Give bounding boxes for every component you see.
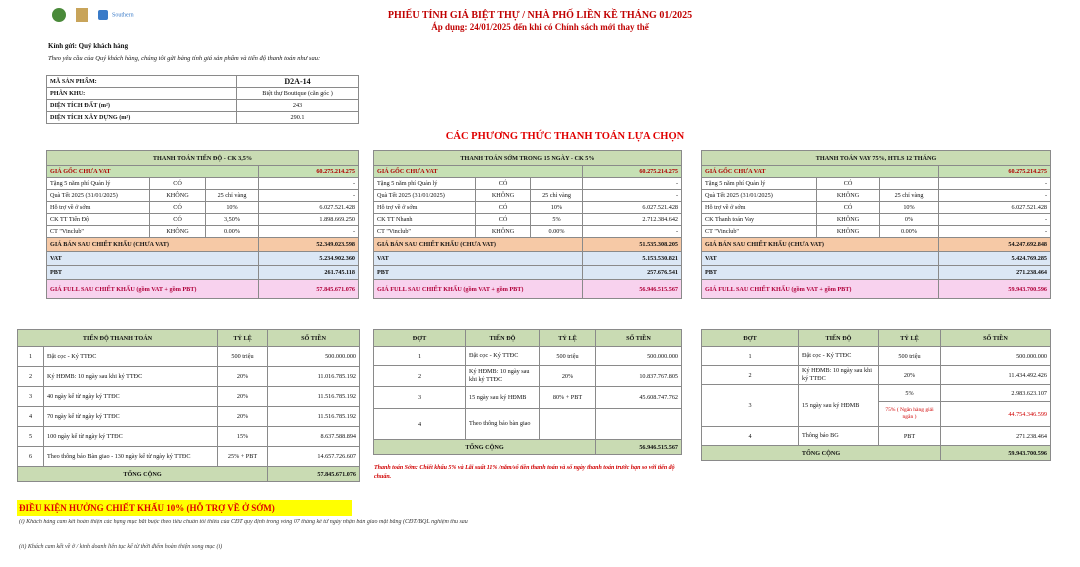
schedule-table-3 [701,329,1051,461]
schedule1-row: 6 Theo thông báo Bàn giao - 130 ngày kể từ ngày ký TTĐC 25% + PBT 14.657.726.607 [18,447,360,467]
schedule3-total-label: TỔNG CỘNG [702,446,941,461]
base-price-label: GIÁ GỐC CHƯA VAT [702,166,939,178]
pricing-table-1 [46,150,359,299]
vat-label: VAT [702,252,939,266]
schedule3-header-batch: ĐỢT [702,330,799,347]
schedule1-header-amount: SỐ TIỀN [268,330,360,347]
schedule2-header-amount: SỐ TIỀN [596,330,682,347]
schedule1-row: 2 Ký HĐMB: 10 ngày sau khi ký TTĐC 20% 11.016.785.192 [18,367,360,387]
pricing-item-row: Hỗ trợ về ở sớm CÓ 10% 6.027.521.428 [702,202,1051,214]
full-price-value: 57.845.671.076 [259,280,359,299]
pricing-item-row: Tặng 5 năm phí Quản lý CÓ - [47,178,359,190]
schedule2-total-value: 56.946.515.567 [596,440,682,455]
pricing-item-row: Quà Tết 2025 (31/01/2025) KHÔNG 25 chỉ vàng - [47,190,359,202]
vat-label: VAT [374,252,583,266]
after-discount-value: 52.349.023.598 [259,238,359,252]
schedule3-header-progress: TIẾN ĐỘ [799,330,879,347]
schedule1-row: 1 Đặt cọc - Ký TTĐC 500 triệu 500.000.000 [18,347,360,367]
schedule1-total-value: 57.845.671.076 [268,467,360,482]
schedule1-row: 3 40 ngày kể từ ngày ký TTĐC 20% 11.516.785.192 [18,387,360,407]
schedule2-row: 3 15 ngày sau ký HĐMB 80% + PBT 45.608.747.762 [374,387,682,409]
pbt-value: 257.676.541 [583,266,682,280]
vat-value: 5.234.902.360 [259,252,359,266]
after-discount-label: GIÁ BÁN SAU CHIẾT KHẤU (CHƯA VAT) [47,238,259,252]
pricing-title: THANH TOÁN SỚM TRONG 15 NGÀY - CK 5% [374,151,682,166]
schedule2-total-label: TỔNG CỘNG [374,440,596,455]
page-title: PHIẾU TÍNH GIÁ BIỆT THỰ / NHÀ PHỐ LIỀN KỀ THÁNG 01/2025 [387,10,693,21]
base-price-label: GIÁ GỐC CHƯA VAT [374,166,583,178]
schedule-table-2 [373,329,682,455]
vat-label: VAT [47,252,259,266]
schedule-table-1 [17,329,360,482]
greeting-kinh-gui: Kính gửi: Quý khách hàng [48,42,129,50]
schedule1-total-label: TỔNG CỘNG [18,467,268,482]
schedule1-row: 5 100 ngày kể từ ngày ký TTĐC 15% 8.637.588.894 [18,427,360,447]
logo-emblem-icon [76,8,88,22]
product-row: DIỆN TÍCH ĐẤT (m²) 243 [47,100,359,112]
early-payment-note: Thanh toán Sớm: Chiết khấu 5% và Lãi suất 11% /năm/số tiền thanh toán và số ngày thanh toán trước hạn so với tiến độ chuẩn. [374,465,675,480]
base-price-value: 60.275.214.275 [259,166,359,178]
pricing-item-row: CT "Vinclub" KHÔNG 0.00% - [47,226,359,238]
pbt-label: PBT [374,266,583,280]
vat-value: 5.153.530.821 [583,252,682,266]
schedule3-total-value: 59.943.700.596 [941,446,1051,461]
schedule2-row: 2 Ký HĐMB: 10 ngày sau khi ký TTĐC 20% 10.837.767.805 [374,366,682,387]
pricing-item-row: Quà Tết 2025 (31/01/2025) KHÔNG 25 chỉ vàng - [702,190,1051,202]
product-row: DIỆN TÍCH XÂY DỰNG (m²) 290.1 [47,112,359,124]
page-subtitle: Áp dụng: 24/01/2025 đến khi có Chính sách mới thay thế [431,22,649,32]
condition-line-1: (i) Khách hàng cam kết hoàn thiện các hạng mục bắt buộc theo tiêu chuẩn tối thiểu của CĐT quy định trong vòng 07 tháng kể từ ngày nhận bàn giao mặt bằng (CĐT/BQL nghiệm thu sau [19,519,468,525]
pricing-item-row: CT "Vinclub" KHÔNG 0.00% - [702,226,1051,238]
after-discount-label: GIÁ BÁN SAU CHIẾT KHẤU (CHƯA VAT) [702,238,939,252]
pbt-value: 261.745.118 [259,266,359,280]
base-price-value: 60.275.214.275 [939,166,1051,178]
schedule2-header-rate: TỶ LỆ [540,330,596,347]
full-price-label: GIÁ FULL SAU CHIẾT KHẤU (gồm VAT + gồm PBT) [47,280,259,299]
pricing-table-2 [373,150,682,299]
schedule3-header-rate: TỶ LỆ [879,330,941,347]
pbt-label: PBT [702,266,939,280]
pbt-value: 271.238.464 [939,266,1051,280]
product-info-table [46,75,359,124]
product-row: MÃ SẢN PHẨM: D2A-14 [47,76,359,88]
greeting-intro: Theo yêu cầu của Quý khách hàng, chúng tôi gửi bảng tính giá sản phẩm và tiến độ thanh toán như sau: [48,55,321,62]
pricing-item-row: Hỗ trợ về ở sớm CÓ 10% 6.027.521.428 [374,202,682,214]
schedule1-header-rate: TỶ LỆ [218,330,268,347]
pricing-item-row: Tặng 5 năm phí Quản lý CÓ - [374,178,682,190]
logo-brand-icon [98,10,108,20]
pricing-item-row: CK TT Nhanh CÓ 5% 2.712.384.642 [374,214,682,226]
schedule3-row: 4 Thông báo BG PBT 271.238.464 [702,427,1051,446]
brand-text: Southern [112,12,134,19]
vat-value: 5.424.769.285 [939,252,1051,266]
schedule1-header-progress: TIẾN ĐỘ THANH TOÁN [18,330,218,347]
schedule1-row: 4 70 ngày kể từ ngày ký TTĐC 20% 11.516.785.192 [18,407,360,427]
pbt-label: PBT [47,266,259,280]
after-discount-value: 54.247.692.848 [939,238,1051,252]
pricing-table-3 [701,150,1051,299]
after-discount-label: GIÁ BÁN SAU CHIẾT KHẤU (CHƯA VAT) [374,238,583,252]
discount-conditions-title: ĐIỀU KIỆN HƯỞNG CHIẾT KHẤU 10% (HỖ TRỢ VỀ Ở SỚM) [17,500,352,516]
pricing-title: THANH TOÁN VAY 75%, HTLS 12 THÁNG [702,151,1051,166]
product-row: PHÂN KHU: Biệt thự Boutique (căn góc ) [47,88,359,100]
condition-line-2: (ii) Khách cam kết về ở / kinh doanh liên tục kể từ thời điểm hoàn thiện xong mục (i) [19,544,223,550]
schedule3-header-amount: SỐ TIỀN [941,330,1051,347]
pricing-item-row: CK Thanh toán Vay KHÔNG 0% - [702,214,1051,226]
schedule2-header-batch: ĐỢT [374,330,466,347]
schedule2-row: 4 Theo thông báo bàn giao [374,409,682,440]
base-price-label: GIÁ GỐC CHƯA VAT [47,166,259,178]
full-price-value: 56.946.515.567 [583,280,682,299]
full-price-label: GIÁ FULL SAU CHIẾT KHẤU (gồm VAT + gồm PBT) [702,280,939,299]
pricing-item-row: CT "Vinclub" KHÔNG 0.00% - [374,226,682,238]
full-price-label: GIÁ FULL SAU CHIẾT KHẤU (gồm VAT + gồm PBT) [374,280,583,299]
pricing-item-row: Quà Tết 2025 (31/01/2025) KHÔNG 25 chỉ vàng - [374,190,682,202]
schedule3-row: 1 Đặt cọc - Ký TTĐC 500 triệu 500.000.000 [702,347,1051,366]
logo-tree-icon [52,8,66,22]
schedule3-row: 3 15 ngày sau ký HĐMB 5% 2.983.623.107 [702,385,1051,402]
pricing-item-row: Tặng 5 năm phí Quản lý CÓ - [702,178,1051,190]
pricing-item-row: Hỗ trợ về ở sớm CÓ 10% 6.027.521.428 [47,202,359,214]
schedule2-header-progress: TIẾN ĐỘ [466,330,540,347]
schedule3-row: 2 Ký HĐMB: 10 ngày sau khi ký TTĐC 20% 11.434.492.426 [702,366,1051,385]
pricing-item-row: CK TT Tiến Độ CÓ 3,50% 1.898.669.250 [47,214,359,226]
logo-area [52,6,172,26]
pricing-title: THANH TOÁN TIẾN ĐỘ - CK 3,5% [47,151,359,166]
after-discount-value: 51.535.308.205 [583,238,682,252]
schedule3-subrow: 75% ( Ngân hàng giải ngân ) 44.754.346.599 [702,402,1051,427]
methods-title: CÁC PHƯƠNG THỨC THANH TOÁN LỰA CHỌN [445,131,685,142]
schedule2-row: 1 Đặt cọc - Ký TTĐC 500 triệu 500.000.000 [374,347,682,366]
base-price-value: 60.275.214.275 [583,166,682,178]
full-price-value: 59.943.700.596 [939,280,1051,299]
